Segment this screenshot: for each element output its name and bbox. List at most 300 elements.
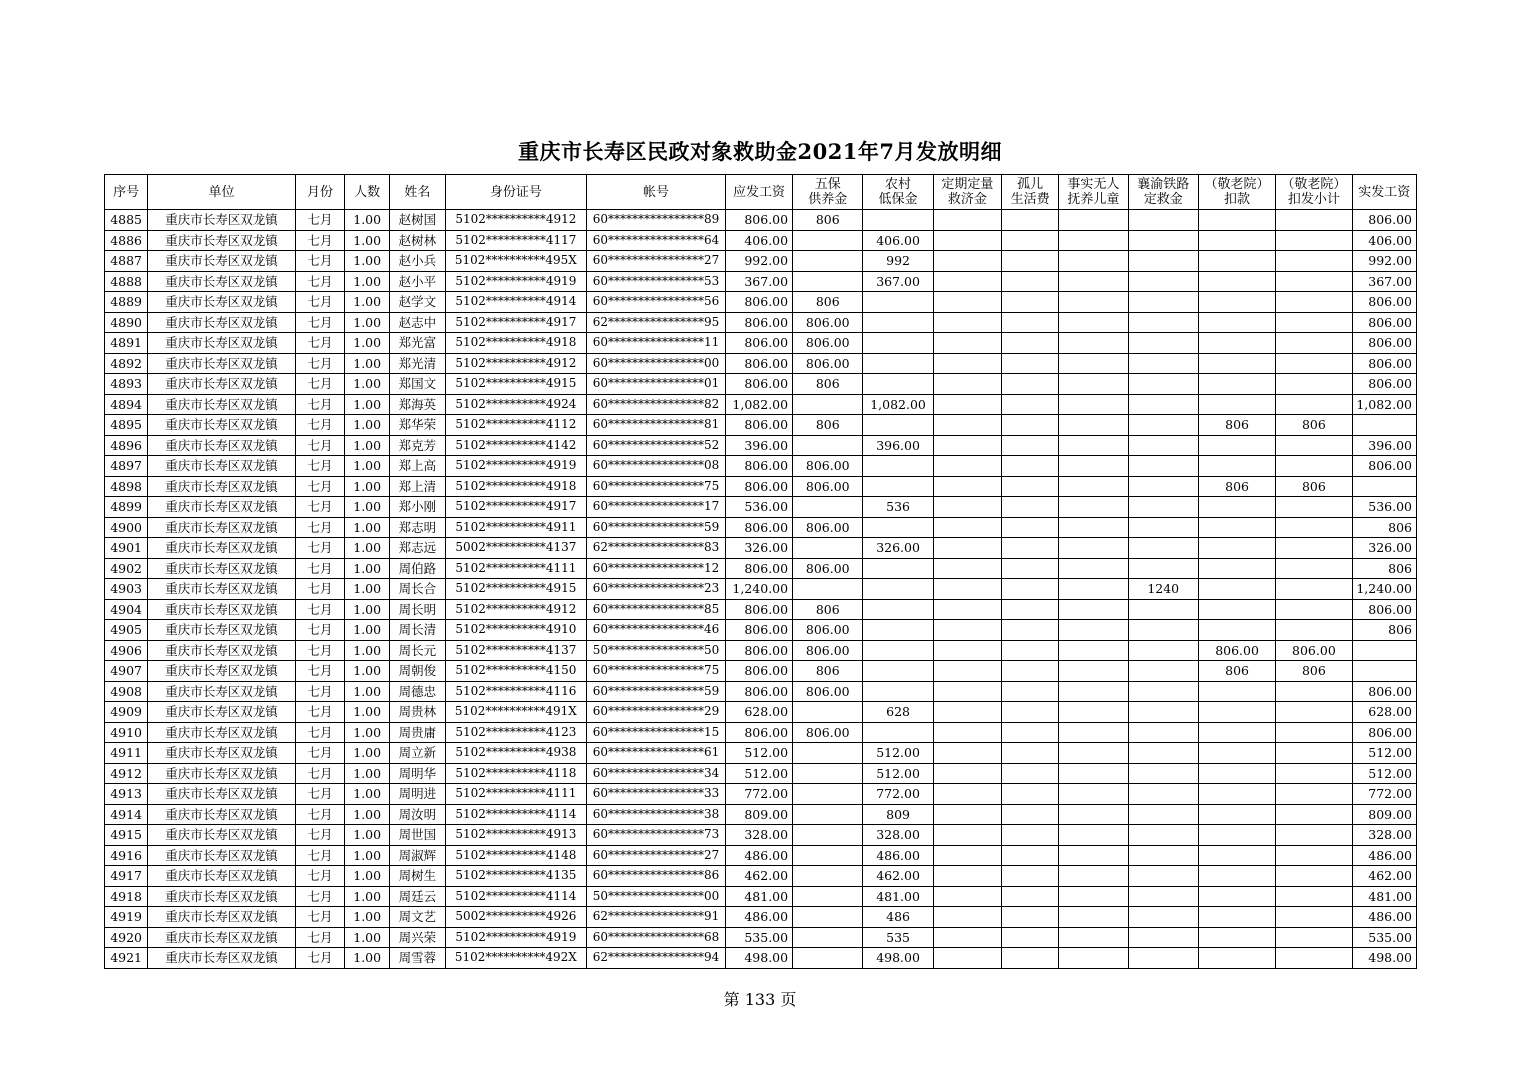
col-actual-pay-cell: 628.00 [1352,702,1416,723]
table-row [105,292,1417,313]
col-actual-pay-cell: 512.00 [1352,743,1416,764]
table-row [105,558,1417,579]
col-month-cell: 七月 [295,312,344,333]
col-rural-subsistence-cell: 486 [863,907,933,928]
col-orphan-living-cell [1002,353,1059,374]
col-actual-pay-cell [1352,476,1416,497]
col-account-cell: 60****************34 [587,763,726,784]
col-month-cell: 七月 [295,661,344,682]
col-account-cell: 62****************91 [587,907,726,928]
col-nursing-deduction-subtotal-cell [1276,743,1352,764]
col-actual-pay-cell: 806.00 [1352,456,1416,477]
col-unit-cell: 重庆市长寿区双龙镇 [148,230,296,251]
col-id-number-cell: 5102**********4919 [445,456,587,477]
col-unit-cell: 重庆市长寿区双龙镇 [148,845,296,866]
col-actual-pay-cell: 512.00 [1352,763,1416,784]
table-row [105,640,1417,661]
col-unit-cell: 重庆市长寿区双龙镇 [148,312,296,333]
col-actual-pay-cell: 367.00 [1352,271,1416,292]
col-actual-pay-cell: 328.00 [1352,825,1416,846]
col-payable-cell: 1,082.00 [725,394,792,415]
col-index-cell: 4909 [105,702,148,723]
col-orphan-living-cell [1002,456,1059,477]
col-name-cell: 郑华荣 [390,415,445,436]
col-payable-cell: 806.00 [725,640,792,661]
table-row [105,579,1417,600]
col-rural-subsistence-cell: 809 [863,804,933,825]
col-actual-pay-cell [1352,640,1416,661]
col-orphan-living-cell [1002,702,1059,723]
col-payable-cell: 806.00 [725,353,792,374]
col-count-cell: 1.00 [345,579,390,600]
col-regular-relief-cell [933,292,1001,313]
header-line: 扣款 [1224,192,1251,207]
col-orphan-living-cell [1002,886,1059,907]
col-railway-relief-cell [1128,866,1198,887]
col-five-guarantee-cell [793,825,863,846]
col-index-header [105,175,148,210]
col-id-number-cell: 5102**********4117 [445,230,587,251]
col-index-cell: 4893 [105,374,148,395]
col-nursing-deduction-subtotal-cell [1276,292,1352,313]
header-line: 低保金 [878,192,918,207]
col-five-guarantee-cell [793,927,863,948]
col-actual-pay-cell [1352,415,1416,436]
col-nursing-deduction-subtotal-cell [1276,620,1352,641]
col-month-cell: 七月 [295,743,344,764]
col-unsupported-child-cell [1059,599,1128,620]
col-nursing-deduction-cell: 806 [1198,476,1275,497]
col-count-cell: 1.00 [345,476,390,497]
col-five-guarantee-cell [793,394,863,415]
col-name-cell: 周长合 [390,579,445,600]
col-payable-cell: 462.00 [725,866,792,887]
col-month-cell: 七月 [295,886,344,907]
col-index-cell: 4912 [105,763,148,784]
col-name-cell: 赵学文 [390,292,445,313]
table-row [105,497,1417,518]
col-nursing-deduction-cell [1198,599,1275,620]
col-nursing-deduction-cell [1198,558,1275,579]
col-regular-relief-cell [933,353,1001,374]
col-id-number-cell: 5002**********4137 [445,538,587,559]
col-unsupported-child-cell [1059,702,1128,723]
col-account-cell: 50****************50 [587,640,726,661]
page-title: 重庆市长寿区民政对象救助金2021年7月发放明细 [517,139,1003,164]
col-unit-cell: 重庆市长寿区双龙镇 [148,517,296,538]
col-nursing-deduction-subtotal-cell [1276,907,1352,928]
col-five-guarantee-cell: 806.00 [793,722,863,743]
col-regular-relief-cell [933,927,1001,948]
col-actual-pay-cell: 806.00 [1352,210,1416,231]
col-unit-cell: 重庆市长寿区双龙镇 [148,579,296,600]
col-railway-relief-cell [1128,456,1198,477]
col-account-cell: 62****************95 [587,312,726,333]
col-name-cell: 周明华 [390,763,445,784]
col-name-cell: 周德忠 [390,681,445,702]
table-row [105,620,1417,641]
header-line: 孤儿 [1017,177,1044,192]
col-id-number-cell: 5102**********495X [445,251,587,272]
header-line: 生活费 [1010,192,1050,207]
col-rural-subsistence-cell: 328.00 [863,825,933,846]
col-railway-relief-cell [1128,702,1198,723]
col-payable-cell: 992.00 [725,251,792,272]
col-five-guarantee-cell: 806.00 [793,476,863,497]
col-actual-pay-cell: 806.00 [1352,333,1416,354]
col-nursing-deduction-cell [1198,230,1275,251]
col-railway-relief-cell [1128,620,1198,641]
col-regular-relief-cell [933,476,1001,497]
col-orphan-living-cell [1002,784,1059,805]
col-unit-cell: 重庆市长寿区双龙镇 [148,599,296,620]
col-month-cell: 七月 [295,476,344,497]
col-payable-cell: 806.00 [725,558,792,579]
col-payable-cell: 406.00 [725,230,792,251]
col-rural-subsistence-cell [863,620,933,641]
col-nursing-deduction-subtotal-cell [1276,763,1352,784]
col-actual-pay-cell: 806.00 [1352,722,1416,743]
col-month-cell: 七月 [295,927,344,948]
col-nursing-deduction-subtotal-cell [1276,271,1352,292]
col-railway-relief-cell [1128,312,1198,333]
col-count-cell: 1.00 [345,845,390,866]
col-payable-cell: 806.00 [725,292,792,313]
col-account-cell: 60****************23 [587,579,726,600]
col-name-cell: 周长明 [390,599,445,620]
col-name-header [390,175,445,210]
col-id-number-cell: 5102**********4938 [445,743,587,764]
col-unit-cell: 重庆市长寿区双龙镇 [148,353,296,374]
col-id-number-cell: 5102**********4123 [445,722,587,743]
table-row [105,435,1417,456]
col-five-guarantee-cell: 806 [793,210,863,231]
col-month-cell: 七月 [295,230,344,251]
col-account-cell: 60****************75 [587,661,726,682]
col-count-cell: 1.00 [345,435,390,456]
col-account-cell: 60****************27 [587,251,726,272]
col-rural-subsistence-cell [863,476,933,497]
col-index-cell: 4917 [105,866,148,887]
table-row [105,312,1417,333]
col-unsupported-child-cell [1059,435,1128,456]
col-actual-pay-cell: 806 [1352,517,1416,538]
col-orphan-living-cell [1002,230,1059,251]
col-month-header [295,175,344,210]
col-month-cell: 七月 [295,681,344,702]
col-actual-pay-cell: 406.00 [1352,230,1416,251]
col-rural-subsistence-header [863,175,933,210]
header-line: 实发工资 [1358,184,1411,200]
col-unit-cell: 重庆市长寿区双龙镇 [148,620,296,641]
col-payable-cell: 806.00 [725,722,792,743]
col-unsupported-child-cell [1059,579,1128,600]
header-line: 救济金 [947,192,987,207]
col-nursing-deduction-subtotal-cell: 806 [1276,661,1352,682]
col-payable-cell: 806.00 [725,374,792,395]
col-id-number-cell: 5102**********4912 [445,353,587,374]
col-month-cell: 七月 [295,394,344,415]
table-row [105,784,1417,805]
col-count-cell: 1.00 [345,333,390,354]
col-railway-relief-cell [1128,394,1198,415]
col-name-cell: 郑海英 [390,394,445,415]
col-actual-pay-cell: 1,082.00 [1352,394,1416,415]
col-railway-relief-cell [1128,415,1198,436]
col-rural-subsistence-cell: 462.00 [863,866,933,887]
col-name-cell: 郑光清 [390,353,445,374]
col-payable-cell: 806.00 [725,210,792,231]
col-unit-cell: 重庆市长寿区双龙镇 [148,763,296,784]
col-regular-relief-cell [933,210,1001,231]
col-actual-pay-cell: 396.00 [1352,435,1416,456]
col-index-cell: 4914 [105,804,148,825]
col-regular-relief-cell [933,579,1001,600]
col-nursing-deduction-cell: 806 [1198,415,1275,436]
col-month-cell: 七月 [295,763,344,784]
header-line: 身份证号 [489,184,542,200]
col-nursing-deduction-subtotal-cell [1276,353,1352,374]
col-regular-relief-cell [933,271,1001,292]
table-row [105,763,1417,784]
col-payable-cell: 806.00 [725,312,792,333]
col-orphan-living-cell [1002,292,1059,313]
col-actual-pay-cell: 498.00 [1352,948,1416,969]
col-name-cell: 周淑辉 [390,845,445,866]
col-count-cell: 1.00 [345,374,390,395]
table-row [105,907,1417,928]
col-unit-cell: 重庆市长寿区双龙镇 [148,722,296,743]
col-name-cell: 郑克芳 [390,435,445,456]
col-payable-cell: 536.00 [725,497,792,518]
col-name-cell: 郑小刚 [390,497,445,518]
col-actual-pay-cell: 462.00 [1352,866,1416,887]
col-rural-subsistence-cell: 536 [863,497,933,518]
col-nursing-deduction-cell [1198,497,1275,518]
col-month-cell: 七月 [295,845,344,866]
col-railway-relief-cell [1128,333,1198,354]
col-nursing-deduction-cell: 806 [1198,661,1275,682]
col-nursing-deduction-cell [1198,579,1275,600]
col-rural-subsistence-cell [863,722,933,743]
col-name-cell: 赵树国 [390,210,445,231]
header-line: 五保 [814,177,841,192]
col-five-guarantee-cell [793,230,863,251]
table-row [105,333,1417,354]
col-count-cell: 1.00 [345,394,390,415]
col-unsupported-child-cell [1059,230,1128,251]
col-nursing-deduction-subtotal-cell [1276,374,1352,395]
col-orphan-living-cell [1002,763,1059,784]
col-index-cell: 4888 [105,271,148,292]
col-id-number-cell: 5102**********4915 [445,579,587,600]
col-count-cell: 1.00 [345,230,390,251]
col-regular-relief-cell [933,681,1001,702]
col-index-cell: 4902 [105,558,148,579]
table-row [105,743,1417,764]
col-nursing-deduction-subtotal-cell [1276,886,1352,907]
col-unsupported-child-cell [1059,312,1128,333]
col-five-guarantee-cell: 806.00 [793,681,863,702]
col-count-cell: 1.00 [345,251,390,272]
col-nursing-deduction-cell [1198,312,1275,333]
col-rural-subsistence-cell [863,415,933,436]
col-five-guarantee-cell [793,907,863,928]
header-line: 人数 [354,184,381,200]
col-index-cell: 4894 [105,394,148,415]
col-rural-subsistence-cell [863,599,933,620]
col-regular-relief-cell [933,558,1001,579]
col-count-cell: 1.00 [345,722,390,743]
col-account-cell: 60****************59 [587,681,726,702]
col-id-number-cell: 5102**********4114 [445,886,587,907]
col-count-cell: 1.00 [345,271,390,292]
col-nursing-deduction-subtotal-cell [1276,558,1352,579]
col-regular-relief-cell [933,743,1001,764]
col-nursing-deduction-subtotal-cell [1276,312,1352,333]
col-index-cell: 4913 [105,784,148,805]
col-index-cell: 4906 [105,640,148,661]
col-rural-subsistence-cell [863,579,933,600]
col-id-number-cell: 5102**********4148 [445,845,587,866]
col-account-cell: 60****************85 [587,599,726,620]
table-row [105,661,1417,682]
col-railway-relief-cell [1128,230,1198,251]
table-header-row [105,175,1417,210]
col-unsupported-child-cell [1059,456,1128,477]
col-unit-cell: 重庆市长寿区双龙镇 [148,435,296,456]
col-railway-relief-cell [1128,271,1198,292]
col-id-number-cell: 5102**********4142 [445,435,587,456]
col-month-cell: 七月 [295,517,344,538]
relief-payment-table [104,174,1417,969]
col-rural-subsistence-cell [863,312,933,333]
col-regular-relief-cell [933,866,1001,887]
col-orphan-living-cell [1002,517,1059,538]
col-count-cell: 1.00 [345,497,390,518]
col-five-guarantee-cell: 806 [793,374,863,395]
col-unit-cell: 重庆市长寿区双龙镇 [148,743,296,764]
col-count-cell: 1.00 [345,292,390,313]
col-railway-relief-cell [1128,599,1198,620]
col-five-guarantee-header [793,175,863,210]
col-railway-relief-cell [1128,353,1198,374]
col-orphan-living-cell [1002,435,1059,456]
col-orphan-living-cell [1002,333,1059,354]
col-regular-relief-cell [933,804,1001,825]
table-row [105,415,1417,436]
col-unsupported-child-cell [1059,517,1128,538]
col-actual-pay-header [1352,175,1416,210]
col-unit-cell: 重庆市长寿区双龙镇 [148,292,296,313]
col-five-guarantee-cell: 806.00 [793,333,863,354]
col-unit-cell: 重庆市长寿区双龙镇 [148,702,296,723]
col-actual-pay-cell: 809.00 [1352,804,1416,825]
col-index-cell: 4899 [105,497,148,518]
col-nursing-deduction-cell [1198,927,1275,948]
header-line: 序号 [113,184,140,200]
col-orphan-living-cell [1002,599,1059,620]
col-month-cell: 七月 [295,784,344,805]
col-name-cell: 周朝俊 [390,661,445,682]
col-rural-subsistence-cell [863,661,933,682]
col-regular-relief-cell [933,415,1001,436]
col-nursing-deduction-subtotal-cell [1276,948,1352,969]
col-account-cell: 60****************12 [587,558,726,579]
col-name-cell: 郑上高 [390,456,445,477]
table-row [105,374,1417,395]
header-line: （敬老院） [1281,177,1347,192]
col-unsupported-child-cell [1059,845,1128,866]
col-unit-cell: 重庆市长寿区双龙镇 [148,784,296,805]
table-row [105,702,1417,723]
col-regular-relief-cell [933,312,1001,333]
col-name-cell: 赵小兵 [390,251,445,272]
col-account-cell: 60****************53 [587,271,726,292]
col-payable-cell: 367.00 [725,271,792,292]
col-nursing-deduction-subtotal-cell [1276,210,1352,231]
col-rural-subsistence-cell [863,640,933,661]
col-count-cell: 1.00 [345,353,390,374]
col-five-guarantee-cell [793,497,863,518]
col-id-number-cell: 5102**********4924 [445,394,587,415]
col-account-cell: 60****************08 [587,456,726,477]
col-account-cell: 60****************81 [587,415,726,436]
col-index-cell: 4887 [105,251,148,272]
col-orphan-living-cell [1002,538,1059,559]
col-unsupported-child-cell [1059,333,1128,354]
col-id-number-cell: 5102**********4918 [445,476,587,497]
col-actual-pay-cell: 326.00 [1352,538,1416,559]
col-index-cell: 4911 [105,743,148,764]
col-count-cell: 1.00 [345,784,390,805]
col-account-cell: 60****************33 [587,784,726,805]
col-five-guarantee-cell [793,435,863,456]
col-five-guarantee-cell: 806.00 [793,620,863,641]
col-nursing-deduction-cell: 806.00 [1198,640,1275,661]
header-line: 定救金 [1143,192,1183,207]
col-actual-pay-cell: 992.00 [1352,251,1416,272]
col-unsupported-child-cell [1059,886,1128,907]
header-line: 襄渝铁路 [1137,177,1190,192]
col-index-cell: 4885 [105,210,148,231]
col-railway-relief-cell [1128,681,1198,702]
page-number: 第 133 页 [723,990,797,1009]
col-rural-subsistence-cell [863,292,933,313]
col-regular-relief-cell [933,251,1001,272]
col-month-cell: 七月 [295,722,344,743]
col-month-cell: 七月 [295,210,344,231]
col-name-cell: 周世国 [390,825,445,846]
col-index-cell: 4904 [105,599,148,620]
col-orphan-living-cell [1002,825,1059,846]
col-orphan-living-cell [1002,804,1059,825]
col-unsupported-child-cell [1059,825,1128,846]
col-nursing-deduction-subtotal-cell [1276,579,1352,600]
col-payable-cell: 806.00 [725,456,792,477]
col-name-cell: 郑国文 [390,374,445,395]
col-payable-cell: 806.00 [725,681,792,702]
header-line: 单位 [208,184,235,200]
col-month-cell: 七月 [295,599,344,620]
col-five-guarantee-cell: 806.00 [793,353,863,374]
col-index-cell: 4900 [105,517,148,538]
col-nursing-deduction-cell [1198,538,1275,559]
header-line: 定期定量 [941,177,994,192]
col-five-guarantee-cell [793,886,863,907]
col-nursing-deduction-cell [1198,845,1275,866]
col-regular-relief-cell [933,620,1001,641]
